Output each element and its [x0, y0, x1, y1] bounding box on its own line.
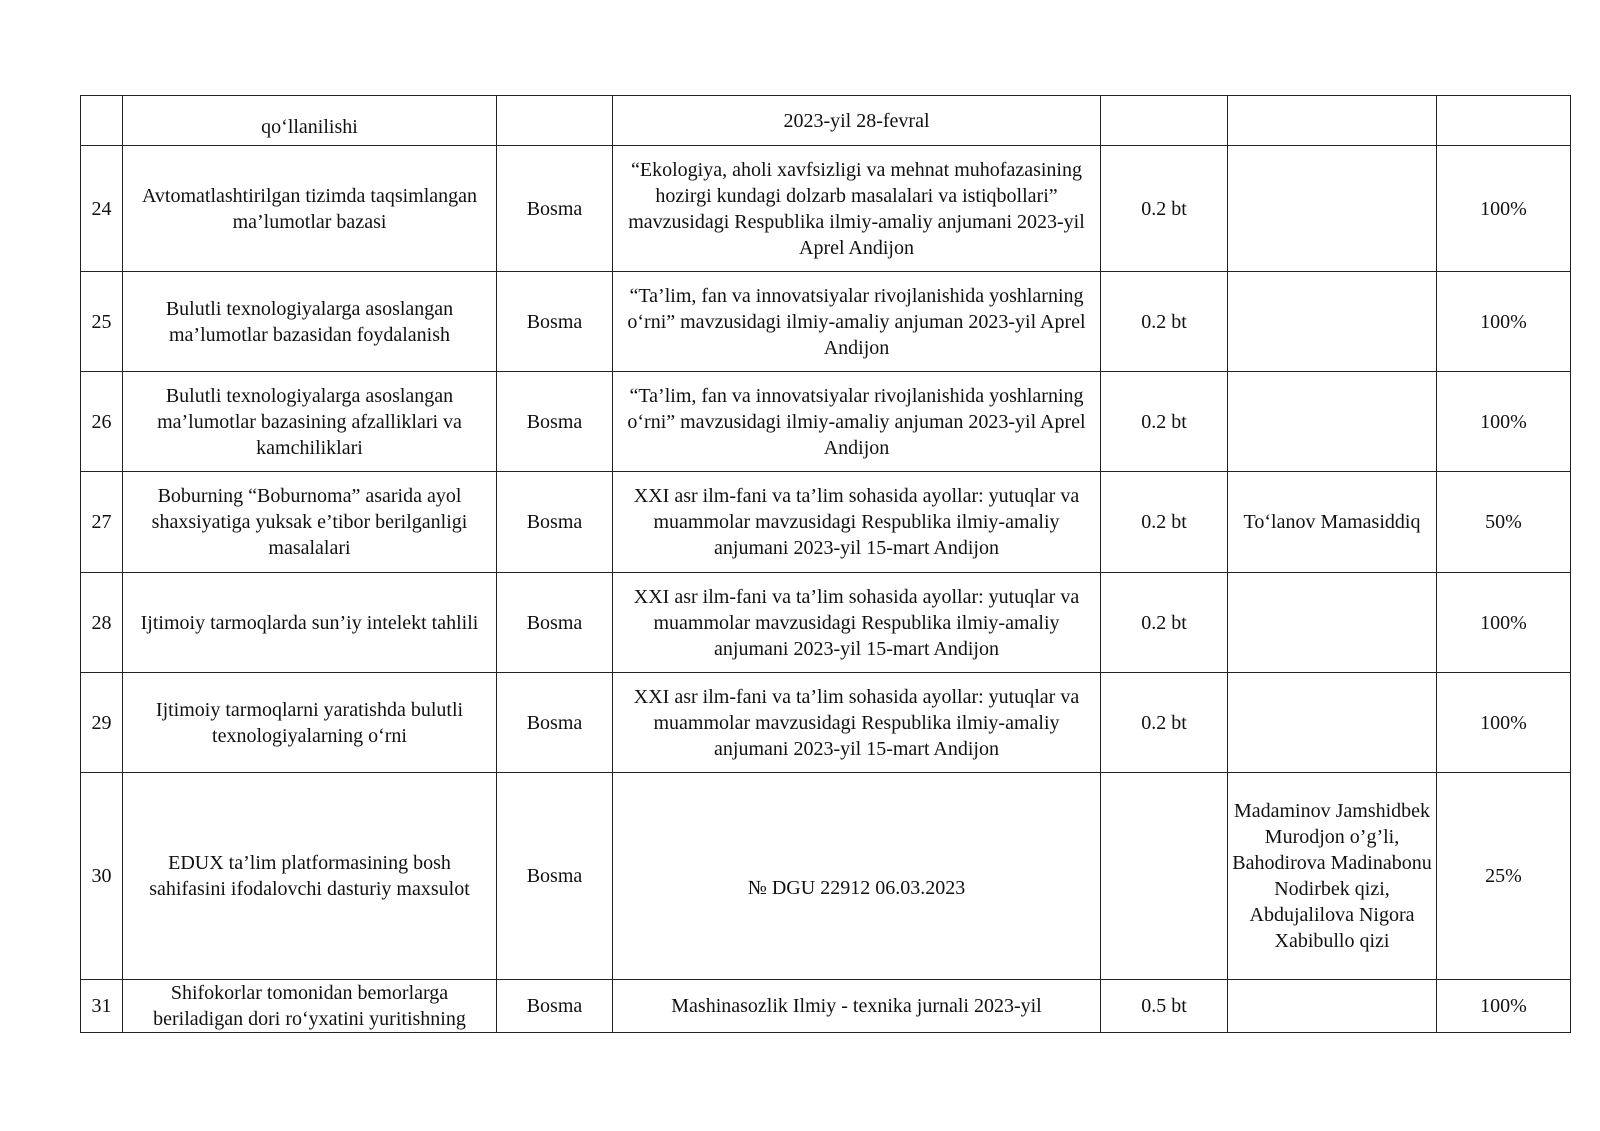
table-row [81, 272, 1571, 372]
work-title: qo‘llanilishi [123, 96, 497, 146]
coauthors [1228, 673, 1437, 773]
share: 100% [1437, 146, 1571, 272]
volume: 0.2 bt [1101, 372, 1228, 472]
volume: 0.2 bt [1101, 272, 1228, 372]
table-row [81, 146, 1571, 272]
work-type: Bosma [497, 773, 613, 980]
share [1437, 96, 1571, 146]
table-row [81, 673, 1571, 773]
work-type: Bosma [497, 980, 613, 1033]
table-row [81, 980, 1571, 1033]
work-type: Bosma [497, 372, 613, 472]
table-row [81, 573, 1571, 673]
coauthors [1228, 573, 1437, 673]
volume [1101, 773, 1228, 980]
publication-info: № DGU 22912 06.03.2023 [613, 773, 1101, 980]
row-number [81, 96, 123, 146]
volume: 0.2 bt [1101, 472, 1228, 573]
work-type: Bosma [497, 472, 613, 573]
coauthors [1228, 96, 1437, 146]
publication-info: “Ta’lim, fan va innovatsiyalar rivojlanishida yoshlarning o‘rni” mavzusidagi ilmiy-amaliy anjuman 2023-yil Aprel Andijon [613, 372, 1101, 472]
publication-info: XXI asr ilm-fani va ta’lim sohasida ayollar: yutuqlar va muammolar mavzusidagi Respublika ilmiy-amaliy anjumani 2023-yil 15-mart Andijon [613, 673, 1101, 773]
share: 100% [1437, 980, 1571, 1033]
coauthors: To‘lanov Mamasiddiq [1228, 472, 1437, 573]
volume: 0.2 bt [1101, 573, 1228, 673]
work-type: Bosma [497, 573, 613, 673]
publications-table [80, 95, 1571, 1033]
row-number: 24 [81, 146, 123, 272]
work-type: Bosma [497, 272, 613, 372]
row-number: 29 [81, 673, 123, 773]
work-type: Bosma [497, 146, 613, 272]
work-type [497, 96, 613, 146]
share: 25% [1437, 773, 1571, 980]
row-number: 27 [81, 472, 123, 573]
volume: 0.2 bt [1101, 146, 1228, 272]
row-number: 31 [81, 980, 123, 1033]
table-row [81, 773, 1571, 980]
work-type: Bosma [497, 673, 613, 773]
work-title: Shifokorlar tomonidan bemorlarga beriladigan dori ro‘yxatini yuritishning [123, 980, 497, 1033]
publication-info: XXI asr ilm-fani va ta’lim sohasida ayollar: yutuqlar va muammolar mavzusidagi Respublika ilmiy-amaliy anjumani 2023-yil 15-mart Andijon [613, 472, 1101, 573]
share: 100% [1437, 272, 1571, 372]
table-row [81, 472, 1571, 573]
volume: 0.2 bt [1101, 673, 1228, 773]
row-number: 26 [81, 372, 123, 472]
work-title: Boburning “Boburnoma” asarida ayol shaxsiyatiga yuksak e’tibor berilganligi masalalari [123, 472, 497, 573]
publication-info: Mashinasozlik Ilmiy - texnika jurnali 2023-yil [613, 980, 1101, 1033]
volume: 0.5 bt [1101, 980, 1228, 1033]
share: 50% [1437, 472, 1571, 573]
coauthors: Madaminov Jamshidbek Murodjon o’g’li, Bahodirova Madinabonu Nodirbek qizi, Abdujalilova Nigora Xabibullo qizi [1228, 773, 1437, 980]
volume [1101, 96, 1228, 146]
coauthors [1228, 372, 1437, 472]
publication-info: 2023-yil 28-fevral [613, 96, 1101, 146]
share: 100% [1437, 573, 1571, 673]
table-row [81, 372, 1571, 472]
work-title: Ijtimoiy tarmoqlarni yaratishda bulutli texnologiyalarning o‘rni [123, 673, 497, 773]
work-title: Avtomatlashtirilgan tizimda taqsimlangan ma’lumotlar bazasi [123, 146, 497, 272]
coauthors [1228, 980, 1437, 1033]
publication-info: “Ekologiya, aholi xavfsizligi va mehnat muhofazasining hozirgi kundagi dolzarb masalalari va istiqbollari” mavzusidagi Respublika ilmiy-amaliy anjumani 2023-yil Aprel Andijon [613, 146, 1101, 272]
work-title: Bulutli texnologiyalarga asoslangan ma’lumotlar bazasining afzalliklari va kamchiliklari [123, 372, 497, 472]
publication-info: “Ta’lim, fan va innovatsiyalar rivojlanishida yoshlarning o‘rni” mavzusidagi ilmiy-amaliy anjuman 2023-yil Aprel Andijon [613, 272, 1101, 372]
share: 100% [1437, 372, 1571, 472]
work-title: Bulutli texnologiyalarga asoslangan ma’lumotlar bazasidan foydalanish [123, 272, 497, 372]
share: 100% [1437, 673, 1571, 773]
publication-info: XXI asr ilm-fani va ta’lim sohasida ayollar: yutuqlar va muammolar mavzusidagi Respublika ilmiy-amaliy anjumani 2023-yil 15-mart Andijon [613, 573, 1101, 673]
coauthors [1228, 272, 1437, 372]
row-number: 25 [81, 272, 123, 372]
coauthors [1228, 146, 1437, 272]
row-number: 28 [81, 573, 123, 673]
row-number: 30 [81, 773, 123, 980]
work-title: Ijtimoiy tarmoqlarda sun’iy intelekt tahlili [123, 573, 497, 673]
table-row [81, 96, 1571, 146]
work-title: EDUX ta’lim platformasining bosh sahifasini ifodalovchi dasturiy maxsulot [123, 773, 497, 980]
